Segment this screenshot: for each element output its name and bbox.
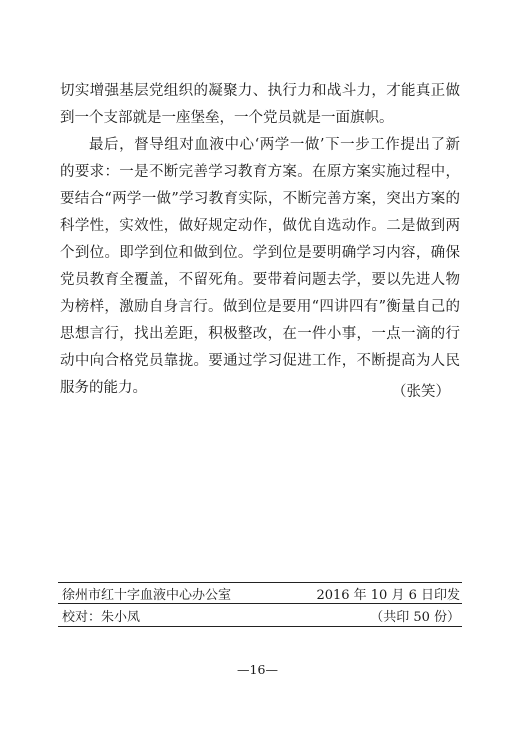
- footer-proof-row: [62, 606, 460, 625]
- paragraph-requirements: 最后，督导组对血液中心‘两学一做’下一步工作提出了新的要求：一是不断完善学习教育方案。在原方案实施过程中，要结合“两学一做”学习教育实际，不断完善方案，突出方案的科学性，实效性，做好规定动作，做优自选动作。二是做到两个到位。即学到位和做到位。学到位是要明确学习内容，确保党员教育全覆盖，不留死角。要带着问题去学，要以先进人物为榜样，激励自身言行。做到位是要用“四讲四有”衡量自己的思想言行，找出差距，积极整改，在一件小事，一点一滴的行动中向合格党员靠拢。要通过学习促进工作，不断提高为人民服务的能力。: [60, 137, 460, 396]
- author-signature: （张笑）: [392, 384, 450, 400]
- issuer-name: 徐州市红十字血液中心办公室: [62, 588, 232, 603]
- paragraph-continuation: 切实增强基层党组织的凝聚力、执行力和战斗力，才能真正做到一个支部就是一座堡垒，一个党员就是一面旗帜。: [60, 83, 460, 126]
- footer-bottom-rule: [58, 626, 462, 627]
- footer-issuer-row: [62, 584, 460, 603]
- document-body: [60, 78, 460, 402]
- proofreader: 校对：朱小凤: [62, 610, 141, 625]
- footer-top-rule: [58, 582, 462, 583]
- issue-date: 2016 年 10 月 6 日印发: [316, 588, 460, 603]
- copies-count: （共印 50 份）: [370, 610, 460, 625]
- footer-middle-rule: [58, 603, 462, 604]
- page-number: —16—: [237, 662, 278, 677]
